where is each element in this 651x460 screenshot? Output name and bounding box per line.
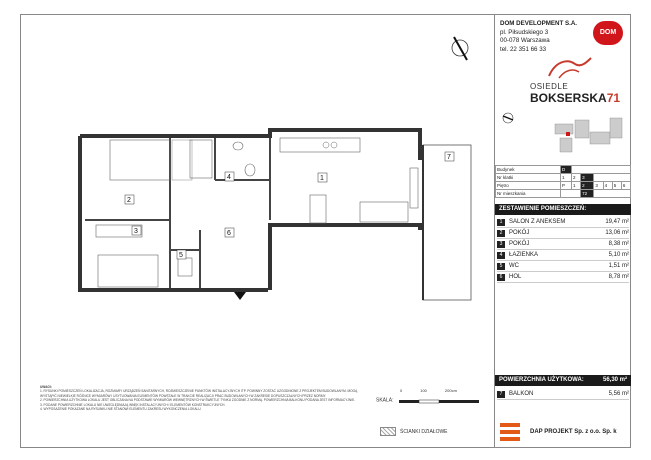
room-area: 8,78 m² — [608, 274, 629, 280]
company-address-1: pl. Piłsudskiego 3 — [500, 28, 549, 36]
floor-plan — [40, 20, 480, 320]
info-cell: 6 — [621, 182, 630, 190]
info-cell: 2 — [581, 182, 594, 190]
room-area: 5,56 m² — [608, 391, 629, 397]
note-item: 4. WYPOSAŻENIE POKAZANE NA RYSUNKU NIE STANOWI ELEMENTU ZAKRESU WYKOŃCZENIA LOKALU. — [40, 407, 202, 412]
svg-text:6: 6 — [227, 230, 231, 237]
info-row-budynek — [496, 166, 631, 174]
total-label: POWIERZCHNIA UŻYTKOWA: — [499, 377, 584, 383]
legend — [380, 427, 448, 436]
room-num: 5 — [497, 263, 505, 270]
dap-name: DAP PROJEKT Sp. z o.o. Sp. k — [530, 429, 617, 435]
project-name — [530, 91, 620, 105]
info-row-mieszkanie — [496, 190, 631, 198]
room-row — [497, 239, 629, 250]
room-name: POKÓJ — [509, 230, 530, 236]
company-phone: tel. 22 351 66 33 — [500, 45, 547, 53]
svg-text:2: 2 — [127, 197, 131, 204]
total-value: 56,30 m² — [602, 377, 627, 383]
svg-text:5: 5 — [179, 252, 183, 259]
project-name-text: BOKSERSKA — [530, 91, 607, 105]
scale-tick: 0 — [400, 388, 403, 393]
room-row — [497, 250, 629, 261]
room-name: SALON Z ANEKSEM — [509, 219, 566, 225]
room-name: POKÓJ — [509, 241, 530, 247]
info-cell: 3 — [594, 182, 603, 190]
info-cell: 2 — [572, 174, 581, 182]
info-label: Nr mieszkania — [496, 190, 561, 198]
company-name: DOM DEVELOPMENT S.A. — [500, 20, 578, 27]
company-address-2: 00-078 Warszawa — [500, 37, 550, 45]
svg-text:4: 4 — [227, 174, 231, 181]
notes — [40, 385, 360, 411]
info-label: Piętro — [496, 182, 561, 190]
info-row-pietro — [496, 182, 631, 190]
room-row — [497, 261, 629, 272]
balcony-row — [497, 389, 629, 400]
info-cell: P — [561, 182, 572, 190]
info-cell: 1 — [561, 174, 572, 182]
legend-label: ŚCIANKI DZIAŁOWE — [400, 428, 448, 435]
project-number: 71 — [606, 91, 621, 105]
info-cell: 72 — [581, 190, 594, 198]
north-arrow-icon — [452, 37, 468, 60]
info-cell: 4 — [603, 182, 612, 190]
note-item: 1. RYSUNKI POMIESZCZEŃ LOKALIZACJA, ROZMIARY URZĄDZEŃ SANITARNYCH, ROZMIESZCZENIE PUNKTÓW INSTALACYJNYCH ITP. POWINNY ZOSTAĆ UZGODNIONE Z PROJEKTEM BUDOWLANYM. MOGĄ WYSTĄPIĆ NIEWIELKIE RÓŻNICE WYMIARÓW I USYTUOWANIA ELEMENTÓW POWSTAŁE W TRAKCIE REALIZACJI PRAC BUDOWLANYCH W ZAKRESIE DOPUSZCZALNYCH PRZEZ NORMY. — [40, 389, 358, 398]
scale-tick: 200cm — [444, 388, 457, 393]
room-area: 19,47 m² — [605, 219, 629, 225]
room-row — [497, 389, 629, 400]
room-num: 3 — [497, 241, 505, 248]
room-num: 6 — [497, 274, 505, 281]
scale-tick: 100 — [420, 388, 427, 393]
room-num: 4 — [497, 252, 505, 259]
svg-text:3: 3 — [134, 228, 138, 235]
room-row — [497, 272, 629, 283]
scale-label: SKALA: — [376, 397, 394, 404]
partition-wall-swatch — [380, 427, 396, 436]
site-map — [500, 110, 628, 162]
project-prefix: OSIEDLE — [530, 82, 569, 91]
room-name: HOL — [509, 274, 522, 280]
scale-bar — [376, 388, 485, 406]
info-cell: 5 — [612, 182, 621, 190]
room-area: 13,06 m² — [605, 230, 629, 236]
info-table — [495, 165, 631, 198]
dap-logo-icon — [500, 423, 520, 441]
svg-text:1: 1 — [320, 175, 324, 182]
info-cell: 3 — [581, 174, 594, 182]
note-item: 3. PODANE POWIERZCHNIE LOKALU NIE UWZGLĘDNIAJĄ WNĘK INSTALACYJNYCH I ELEMENTÓW KONSTRUKCYJNYCH. — [40, 402, 226, 407]
dap-footer — [500, 423, 617, 441]
room-row — [497, 228, 629, 239]
info-row-klatka — [496, 174, 631, 182]
company-info — [500, 20, 577, 54]
room-num: 2 — [497, 230, 505, 237]
info-cell: D — [561, 166, 572, 174]
room-area: 5,10 m² — [608, 252, 629, 258]
dom-logo: DOM — [593, 21, 623, 45]
room-name: ŁAZIENKA — [509, 252, 539, 258]
room-name: BALKON — [509, 391, 534, 397]
info-label: Nr klatki — [496, 174, 561, 182]
notes-title: UWAGI: — [40, 385, 52, 389]
room-area: 1,51 m² — [608, 263, 629, 269]
rooms-title: ZESTAWIENIE POMIESZCZEŃ: — [495, 204, 631, 215]
info-label: Budynek — [496, 166, 561, 174]
rooms-list — [497, 217, 629, 283]
room-row — [497, 217, 629, 228]
note-item: 2. POWIERZCHNIA UŻYTKOWA LOKALU JEST OBLICZANA NA PODSTAWIE WYMIARÓW WEWNĘTRZNYCH W ŚWIETLE TYNKU ZGODNIE Z NORMĄ. POWIERZCHNIA BALKONU PODANA JEST INFORMACYJNIE. — [40, 398, 356, 403]
total-area-bar — [495, 375, 631, 386]
scale-graphic — [395, 394, 485, 406]
room-num: 7 — [497, 391, 505, 398]
room-name: WC — [509, 263, 519, 269]
info-cell: 1 — [572, 182, 581, 190]
horse-logo-icon — [545, 56, 593, 82]
room-area: 8,38 m² — [608, 241, 629, 247]
svg-text:7: 7 — [447, 154, 451, 161]
room-num: 1 — [497, 219, 505, 226]
